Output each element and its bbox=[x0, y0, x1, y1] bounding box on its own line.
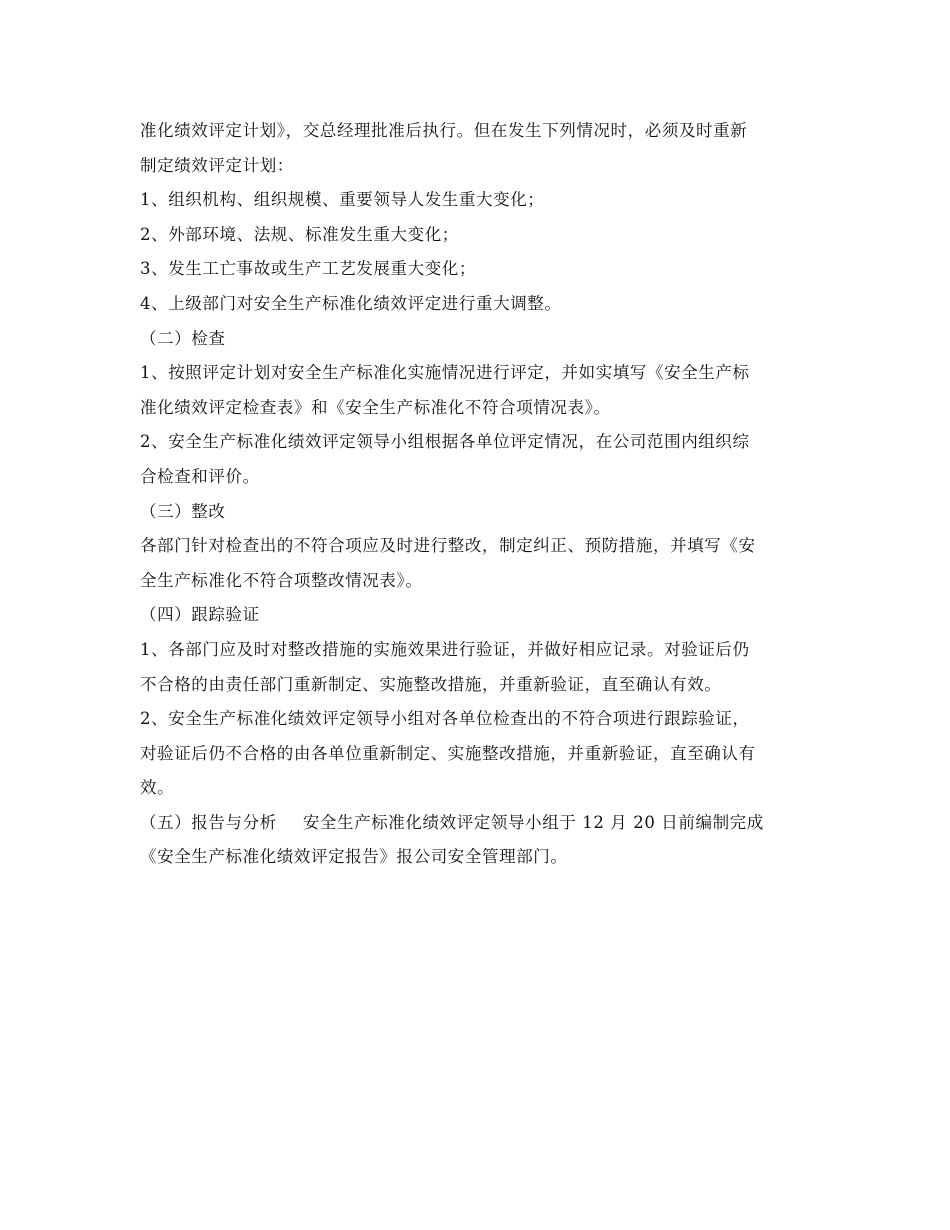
text-line: 2、安全生产标准化绩效评定领导小组根据各单位评定情况，在公司范围内组织综 bbox=[140, 432, 750, 452]
list-item: 3、发生工亡事故或生产工艺发展重大变化； bbox=[140, 259, 476, 279]
list-item: 2、外部环境、法规、标准发生重大变化； bbox=[140, 224, 459, 244]
text-line: 效。 bbox=[140, 778, 175, 798]
text-line: 1、各部门应及时对整改措施的实施效果进行验证，并做好相应记录。对验证后仍 bbox=[140, 639, 750, 659]
list-item: 1、组织机构、组织规模、重要领导人发生重大变化； bbox=[140, 190, 545, 210]
text-line: 合检查和评价。 bbox=[140, 466, 260, 486]
document-page bbox=[140, 114, 815, 875]
text-line: 1、按照评定计划对安全生产标准化实施情况进行评定，并如实填写《安全生产标 bbox=[140, 363, 750, 383]
text-line: 全生产标准化不符合项整改情况表》。 bbox=[140, 570, 423, 590]
text-line: 《安全生产标准化绩效评定报告》报公司安全管理部门。 bbox=[140, 847, 568, 867]
section-heading-rectification: （三）整改 bbox=[140, 501, 226, 521]
text-line: 不合格的由责任部门重新制定、实施整改措施，并重新验证，直至确认有效。 bbox=[140, 674, 722, 694]
text-line: 对验证后仍不合格的由各单位重新制定、实施整改措施，并重新验证，直至确认有 bbox=[140, 743, 756, 763]
section-heading-verification: （四）跟踪验证 bbox=[140, 605, 260, 625]
report-text: 安全生产标准化绩效评定领导小组于 12 月 20 日前编制完成 bbox=[302, 812, 764, 832]
text-line: 准化绩效评定计划》，交总经理批准后执行。但在发生下列情况时，必须及时重新 bbox=[140, 121, 748, 140]
section-heading-inspection: （二）检查 bbox=[140, 328, 226, 348]
text-line: 制定绩效评定计划： bbox=[140, 155, 294, 175]
text-line: 准化绩效评定检查表》和《安全生产标准化不符合项情况表》。 bbox=[140, 397, 611, 417]
text-line: 2、安全生产标准化绩效评定领导小组对各单位检查出的不符合项进行跟踪验证， bbox=[140, 709, 750, 729]
text-line: 各部门针对检查出的不符合项应及时进行整改，制定纠正、预防措施，并填写《安 bbox=[140, 536, 756, 556]
list-item: 4、上级部门对安全生产标准化绩效评定进行重大调整。 bbox=[140, 293, 562, 313]
section-heading-report: （五）报告与分析 bbox=[140, 812, 277, 832]
report-line bbox=[140, 806, 815, 841]
